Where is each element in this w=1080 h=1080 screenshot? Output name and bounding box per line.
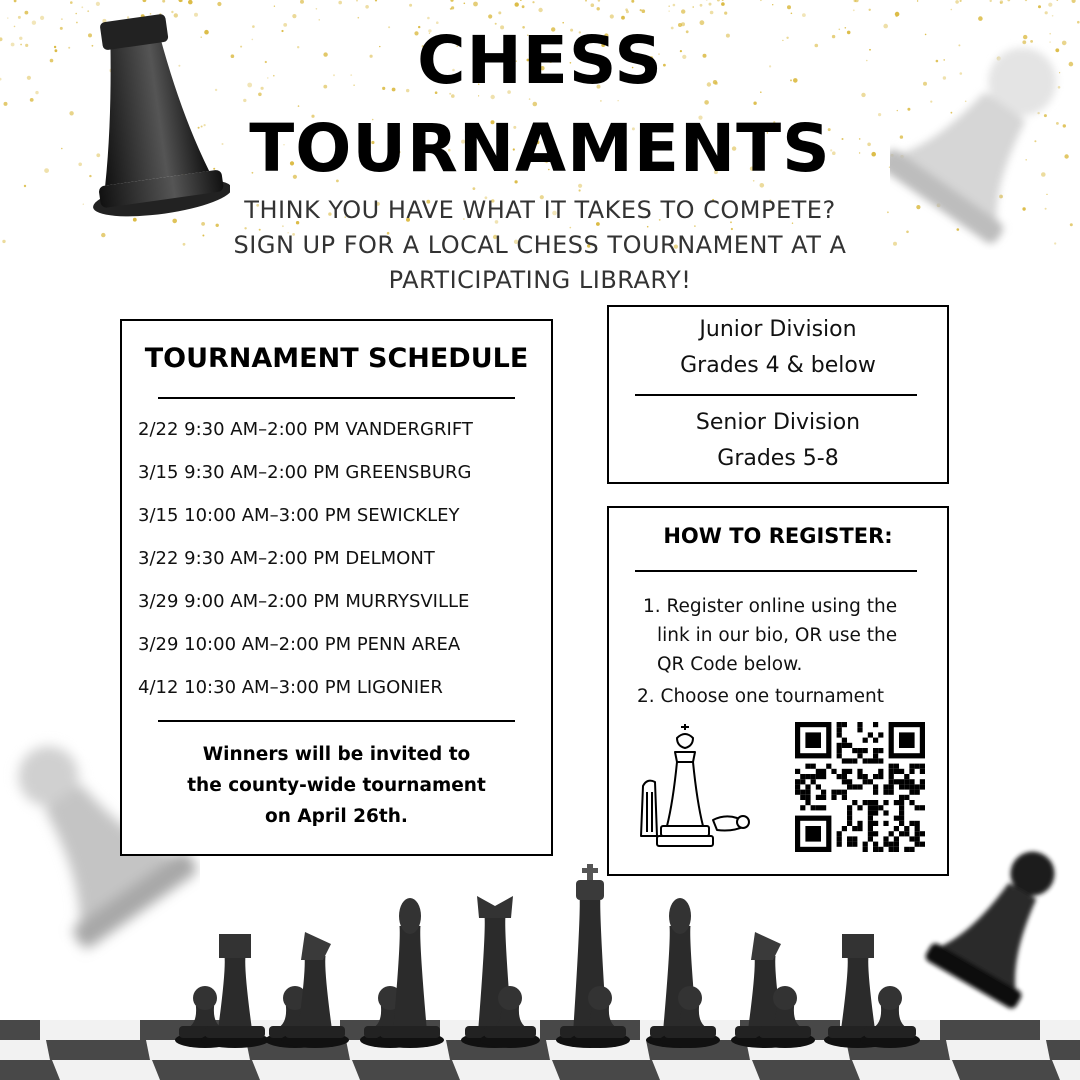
register-step-1-line-3: QR Code below. [657, 654, 803, 675]
schedule-item: 3/22 9:30 AM–2:00 PM DELMONT [138, 548, 435, 569]
subtitle-line-3: PARTICIPATING LIBRARY! [388, 266, 692, 294]
subtitle-line-1: THINK YOU HAVE WHAT IT TAKES TO COMPETE? [244, 196, 836, 224]
qr-code[interactable] [795, 722, 927, 856]
winners-note [122, 739, 551, 832]
schedule-item: 3/29 9:00 AM–2:00 PM MURRYSVILLE [138, 591, 470, 612]
page-title-line-2: TOURNAMENTS [249, 110, 831, 187]
register-step-1-line-1: 1. Register online using the [643, 596, 898, 617]
chess-king-illustration-icon [633, 722, 759, 850]
divider [158, 397, 515, 399]
divider [158, 720, 515, 722]
schedule-item: 4/12 10:30 AM–3:00 PM LIGONIER [138, 677, 443, 698]
schedule-item: 3/15 9:30 AM–2:00 PM GREENSBURG [138, 462, 472, 483]
divisions-box [607, 305, 949, 484]
senior-division-grades: Grades 5-8 [717, 446, 839, 471]
register-step-1-line-2: link in our bio, OR use the [657, 625, 898, 646]
subtitle-line-2: SIGN UP FOR A LOCAL CHESS TOURNAMENT AT A [233, 231, 847, 259]
winners-line-2: the county-wide tournament [187, 775, 486, 796]
register-heading: HOW TO REGISTER: [663, 524, 893, 548]
schedule-heading: TOURNAMENT SCHEDULE [144, 343, 529, 374]
schedule-item: 2/22 9:30 AM–2:00 PM VANDERGRIFT [138, 419, 473, 440]
schedule-item: 3/15 10:00 AM–3:00 PM SEWICKLEY [138, 505, 460, 526]
divider [635, 394, 917, 396]
junior-division-name: Junior Division [699, 317, 857, 342]
divider [635, 570, 917, 572]
schedule-list [138, 415, 473, 716]
schedule-item: 3/29 10:00 AM–2:00 PM PENN AREA [138, 634, 461, 655]
chessboard-pieces-illustration [0, 860, 1080, 1080]
tournament-schedule-box [120, 319, 553, 856]
how-to-register-box [607, 506, 949, 876]
junior-division-grades: Grades 4 & below [680, 353, 876, 378]
winners-line-3: on April 26th. [265, 806, 408, 827]
page-title-line-1: CHESS [417, 22, 663, 99]
register-step-2: 2. Choose one tournament [637, 686, 885, 707]
senior-division-name: Senior Division [695, 410, 861, 435]
winners-line-1: Winners will be invited to [202, 744, 471, 765]
